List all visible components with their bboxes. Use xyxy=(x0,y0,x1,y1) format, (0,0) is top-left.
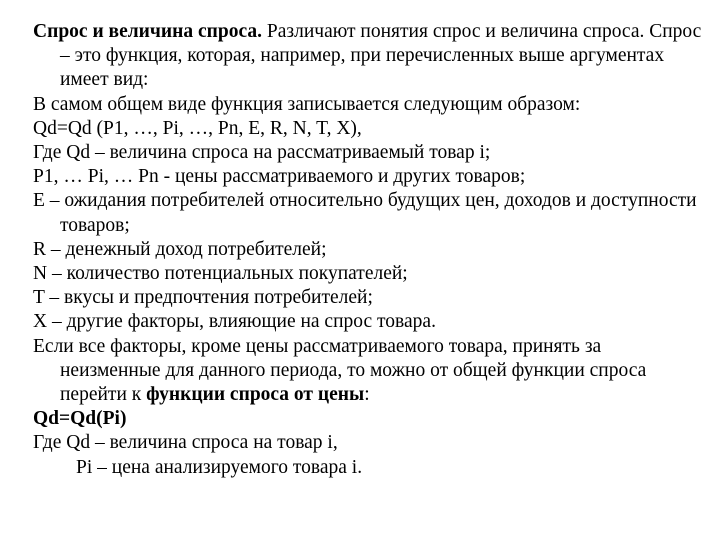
def-n: N – количество потенциальных покупателей; xyxy=(33,263,408,285)
def-e: E – ожидания потребителей относительно будущих цен, доходов и доступности товаров; xyxy=(33,190,697,236)
def-prices: P1, … Pi, … Pn - цены рассматриваемого и других товаров; xyxy=(33,166,526,188)
price-function-colon: : xyxy=(364,384,370,406)
formula-price: Qd=Qd(Pi) xyxy=(33,408,127,430)
formula-general: Qd=Qd (P1, …, Pi, …, Pn, E, R, N, T, X), xyxy=(33,117,362,139)
def-pi: Pi – цена анализируемого товара i. xyxy=(76,456,363,478)
demand-definition-text: Различают понятия спрос и величина спроса. Спрос – это функция, которая, например, при перечисленных выше аргументах имеет вид: xyxy=(60,21,702,91)
paragraph-demand-definition xyxy=(33,20,705,93)
def-r: R – денежный доход потребителей; xyxy=(33,238,327,260)
def-t: T – вкусы и предпочтения потребителей; xyxy=(33,287,373,309)
def-qd: Где Qd – величина спроса на рассматриваемый товар i; xyxy=(33,142,491,164)
paragraph-general-form: В самом общем виде функция записывается следующим образом: xyxy=(33,93,581,115)
price-function-term: функции спроса от цены xyxy=(146,384,365,406)
paragraph-price-function xyxy=(33,335,705,408)
price-function-text: Если все факторы, кроме цены рассматриваемого товара, принять за неизменные для данного периода, то можно от общей функции спроса перейти к xyxy=(33,335,647,406)
def-qd-good: Где Qd – величина спроса на товар i, xyxy=(33,432,338,454)
heading-demand: Спрос и величина спроса. xyxy=(33,21,263,42)
slide-body xyxy=(33,20,705,480)
def-x: X – другие факторы, влияющие на спрос товара. xyxy=(33,311,436,333)
